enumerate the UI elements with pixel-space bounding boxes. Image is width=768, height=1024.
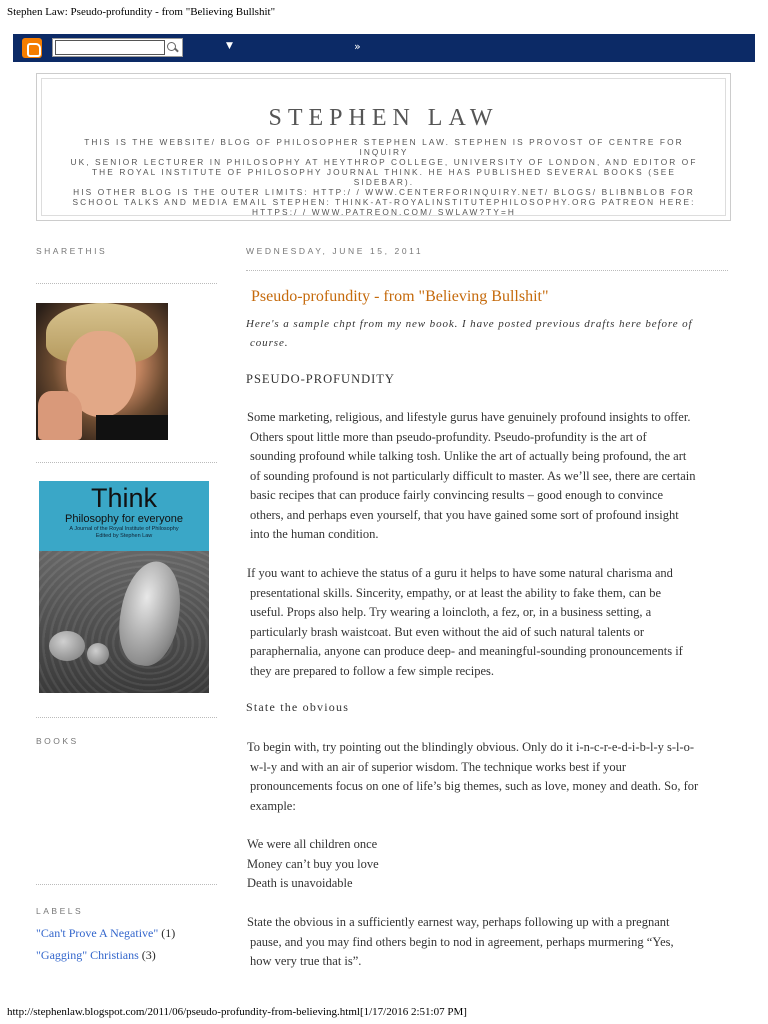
blog-description-line: THE ROYAL INSTITUTE OF PHILOSOPHY JOURNAL THINK. HE HAS PUBLISHED SEVERAL BOOKS (SEE SIDEBAR). bbox=[92, 167, 676, 187]
sidebar-divider bbox=[36, 462, 217, 463]
paragraph-line: pause, and you may find others begin to nod in agreement, perhaps murmering “Yes, bbox=[250, 934, 674, 949]
paragraph-line: others, and perhaps even yourself, that you have gained some sort of profound insight bbox=[250, 507, 679, 522]
print-url-footer: http://stephenlaw.blogspot.com/2011/06/pseudo-profundity-from-believing.html[1/17/2016 2:51:07 PM] bbox=[7, 1006, 467, 1018]
book-tagline: A Journal of the Royal Institute of Philosophy bbox=[69, 526, 179, 532]
post-intro-line: Here's a sample chpt from my new book. I have posted previous drafts here before of bbox=[246, 318, 693, 330]
section-heading: PSEUDO-PROFUNDITY bbox=[246, 372, 395, 386]
post-date: WEDNESDAY, JUNE 15, 2011 bbox=[246, 246, 424, 256]
paragraph-line: Some marketing, religious, and lifestyle gurus have genuinely profound insights to offer. bbox=[247, 410, 691, 424]
more-dropdown-icon[interactable]: ▼ bbox=[226, 41, 233, 51]
label-item bbox=[36, 948, 156, 963]
blogger-navbar bbox=[13, 34, 755, 62]
book-editor: Edited by Stephen Law bbox=[95, 533, 153, 539]
sidebar-divider bbox=[36, 283, 217, 284]
label-count: (3) bbox=[141, 948, 156, 962]
paragraph-line: paraphernalia, anyone can produce deep- and meaningful-sounding pronouncements if bbox=[250, 644, 683, 658]
date-divider bbox=[246, 270, 728, 271]
paragraph-line: pronouncements focus on one of life’s big themes, such as love, money and death. So, for bbox=[250, 779, 699, 793]
paragraph-line: basic recipes that can produce fairly convincing results – good enough to convince bbox=[250, 488, 664, 502]
paragraph-line: State the obvious in a sufficiently earnest way, perhaps following up with a pregnant bbox=[247, 915, 670, 929]
example-line: Death is unavoidable bbox=[247, 876, 353, 890]
blog-header-inner bbox=[41, 78, 726, 216]
post-intro-line: course. bbox=[250, 337, 289, 349]
book-cover-banner bbox=[39, 481, 209, 551]
sidebar-divider bbox=[36, 884, 217, 885]
paragraph-line: sounding profound while talking tosh. Unlike the art of actually being profound, the art bbox=[250, 449, 687, 463]
label-count: (1) bbox=[161, 926, 176, 940]
label-item bbox=[36, 926, 175, 941]
blog-description-line: UK, SENIOR LECTURER IN PHILOSOPHY AT HEYTHROP COLLEGE, UNIVERSITY OF LONDON, AND EDITOR OF bbox=[70, 157, 698, 167]
next-blog-link[interactable]: » bbox=[354, 40, 361, 53]
book-title: Think bbox=[90, 483, 158, 513]
blog-description bbox=[68, 137, 700, 217]
blog-description-line: SCHOOL TALKS AND MEDIA EMAIL STEPHEN: THINK-AT-ROYALINSTITUTEPHILOSOPHY.ORG PATREON HERE: bbox=[72, 197, 696, 207]
paragraph-line: presentational skills. Sincerity, empathy, or at least the ability to fake them, can be bbox=[250, 585, 662, 600]
stone-image bbox=[49, 631, 85, 661]
paragraph-line: w-l-y and with an air of superior wisdom. The technique works best if your bbox=[250, 759, 627, 774]
search-box bbox=[52, 38, 183, 57]
blog-header bbox=[36, 73, 731, 221]
blogger-logo-icon[interactable] bbox=[22, 38, 42, 58]
paragraph-line: example: bbox=[250, 798, 296, 813]
paragraph-line: Others spout little more than pseudo-profundity. Pseudo-profundity is the art of bbox=[250, 429, 647, 444]
books-heading: BOOKS bbox=[36, 736, 79, 746]
sharethis-heading: SHARETHIS bbox=[36, 246, 108, 256]
label-link[interactable]: "Gagging" Christians bbox=[36, 948, 139, 962]
paragraph-line: into the human condition. bbox=[250, 527, 379, 541]
paragraph-line: they are prepared to follow a few simple recipes. bbox=[250, 663, 494, 678]
example-line: We were all children once bbox=[247, 837, 378, 851]
search-icon[interactable] bbox=[166, 40, 180, 55]
post-title[interactable]: Pseudo-profundity - from "Believing Bullshit" bbox=[251, 288, 549, 305]
paragraph-line: To begin with, try pointing out the blindingly obvious. Only do it i-n-c-r-e-d-i-b-l-y s-l-o- bbox=[247, 740, 695, 754]
book-subtitle: Philosophy for everyone bbox=[64, 513, 183, 525]
think-journal-cover[interactable] bbox=[39, 481, 209, 693]
search-input[interactable] bbox=[55, 40, 165, 55]
blog-description-line: HIS OTHER BLOG IS THE OUTER LIMITS: HTTP:/ / WWW.CENTERFORINQUIRY.NET/ BLOGS/ BLIBNBLOB FOR bbox=[73, 187, 695, 197]
paragraph-line: of sounding profound is not particularly difficult to master. As we’ll see, there are certain bbox=[250, 468, 696, 483]
blog-description-line: HTTPS:/ / WWW.PATREON.COM/ SWLAW?TY=H bbox=[252, 207, 516, 217]
stone-image bbox=[87, 643, 109, 665]
blog-description-line: THIS IS THE WEBSITE/ BLOG OF PHILOSOPHER STEPHEN LAW. STEPHEN IS PROVOST OF CENTRE FOR INQUIRY bbox=[84, 137, 684, 157]
paragraph-line: If you want to achieve the status of a guru it helps to have some natural charisma and bbox=[247, 566, 673, 580]
blog-title[interactable]: STEPHEN LAW bbox=[268, 105, 499, 131]
label-link[interactable]: "Can't Prove A Negative" bbox=[36, 926, 159, 940]
paragraph-line: useful. Props also help. Try wearing a loincloth, a fez, or, in a business setting, a bbox=[250, 605, 652, 619]
subheading: State the obvious bbox=[246, 700, 350, 714]
post-intro bbox=[246, 315, 728, 353]
print-page-title: Stephen Law: Pseudo-profundity - from "Believing Bullshit" bbox=[7, 6, 276, 18]
paragraph-line: how very true that is”. bbox=[250, 954, 362, 968]
paragraph-line: particularly brash waistcoat. But even without the aid of such natural talents or bbox=[250, 624, 644, 639]
author-photo bbox=[36, 303, 168, 440]
sidebar-divider bbox=[36, 717, 217, 718]
labels-heading: LABELS bbox=[36, 906, 84, 916]
example-line: Money can’t buy you love bbox=[247, 856, 379, 871]
